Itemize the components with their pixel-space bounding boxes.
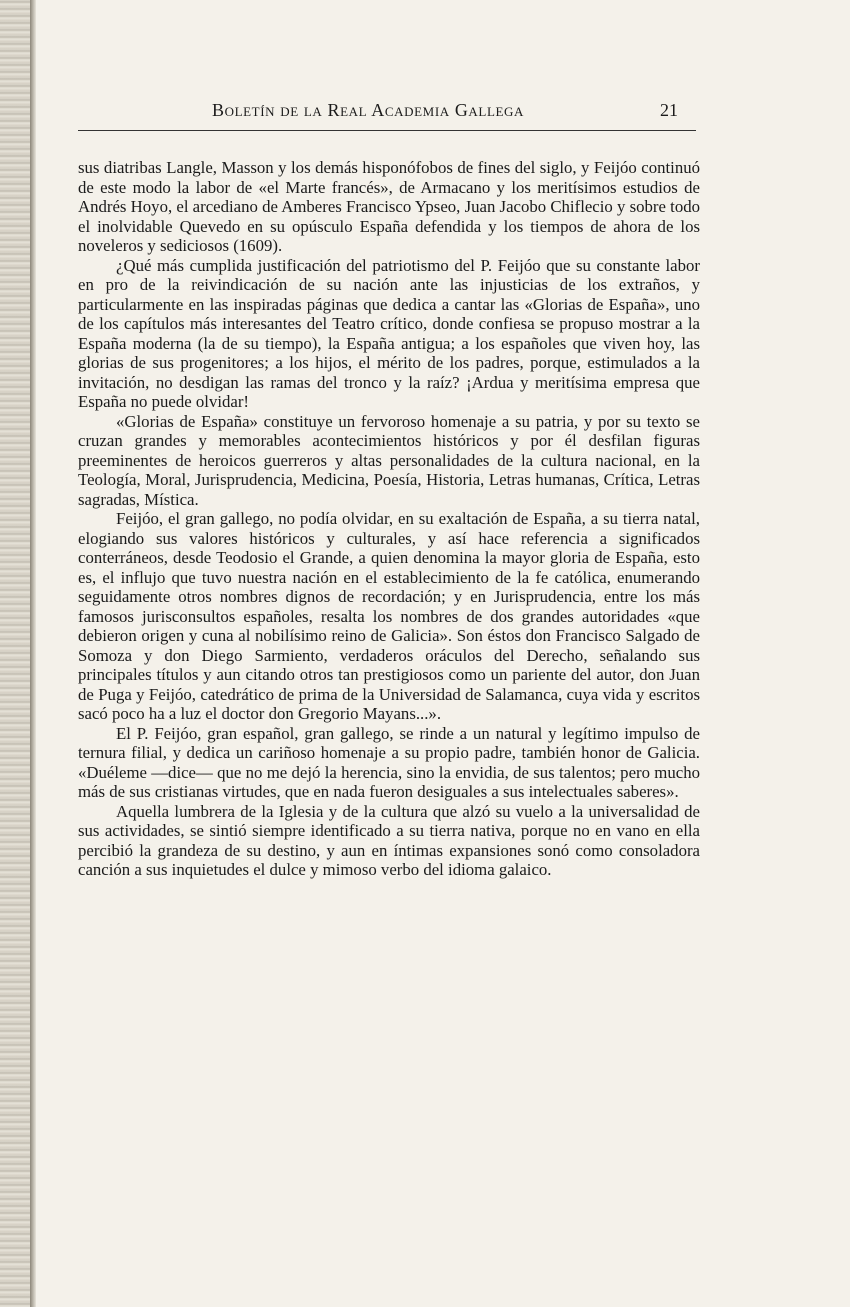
paragraph: «Glorias de España» constituye un fervoroso homenaje a su patria, y por su texto se cruzan grandes y memorables acontecimientos históricos y por él desfilan figuras preeminentes de heroicos guerreros y altas personalidades de la cultura nacional, en la Teología, Moral, Jurisprudencia, Medicina, Poesía, Historia, Letras humanas, Crítica, Letras sagradas, Mística.	[78, 411, 700, 509]
paragraph: El P. Feijóo, gran español, gran gallego, se rinde a un natural y legítimo impulso de ternura filial, y dedica un cariñoso homenaje a su propio padre, también honor de Galicia. «Duéleme —dice— que no me dejó la herencia, sino la envidia, de sus talentos; pero mucho más de sus cristianas virtudes, que en nada fueron desiguales a sus intelectuales saberes».	[78, 723, 700, 801]
paragraph: Aquella lumbrera de la Iglesia y de la cultura que alzó su vuelo a la universalidad de sus actividades, se sintió siempre identificado a su tierra nativa, porque no en vano en ella percibió la grandeza de su destino, y aun en íntimas expansiones sonó como consoladora canción a sus inquietudes el dulce y mimoso verbo del idioma galaico.	[78, 801, 700, 879]
paragraph: sus diatribas Langle, Masson y los demás hisponófobos de fines del siglo, y Feijóo continuó de este modo la labor de «el Marte francés», de Armacano y los meritísimos estudios de Andrés Hoyo, el arcediano de Amberes Francisco Ypseo, Juan Jacobo Chiflecio y sobre todo el inolvidable Quevedo en su opúsculo España defendida y los tiempos de ahora de los noveleros y sediciosos (1609).	[78, 158, 700, 255]
running-header	[78, 100, 700, 130]
paragraph: Feijóo, el gran gallego, no podía olvidar, en su exaltación de España, a su tierra natal, elogiando sus valores históricos y culturales, y así hace referencia a significados conterráneos, desde Teodosio el Grande, a quien denomina la mayor gloria de España, esto es, el influjo que tuvo nuestra nación en el establecimiento de la fe católica, enumerando seguidamente otros nombres dignos de recordación; y en Jurisprudencia, entre los más famosos jurisconsultos españoles, resalta los nombres de dos grandes autoridades «que debieron origen y cuna al nobilísimo reino de Galicia». Son éstos don Francisco Salgado de Somoza y don Diego Sarmiento, verdaderos oráculos del Derecho, señalando sus principales títulos y aun citando otros tan prestigiosos como un pariente del autor, don Juan de Puga y Feijóo, catedrático de prima de la Universidad de Salamanca, cuya vida y escritos sacó poco ha a luz el doctor don Gregorio Mayans...».	[78, 509, 700, 723]
header-rule	[78, 130, 696, 131]
page-number: 21	[660, 100, 678, 120]
article-body	[78, 158, 700, 880]
journal-title: Boletín de la Real Academia Gallega	[212, 100, 525, 120]
paragraph: ¿Qué más cumplida justificación del patriotismo del P. Feijóo que su constante labor en pro de la reivindicación de su nación ante las injusticias de los extraños, y particularmente en las inspiradas páginas que dedica a cantar las «Glorias de España», uno de los capítulos más interesantes del Teatro crítico, donde confiesa se propuso mostrar a la España moderna (la de su tiempo), la España antigua; a los españoles que viven hoy, las glorias de sus progenitores; a los hijos, el mérito de los padres, porque, estimulados a la invitación, no desdigan las ramas del tronco y la raíz? ¡Ardua y meritísima empresa que España no puede olvidar!	[78, 255, 700, 411]
page-edge-shadow	[30, 0, 36, 1307]
